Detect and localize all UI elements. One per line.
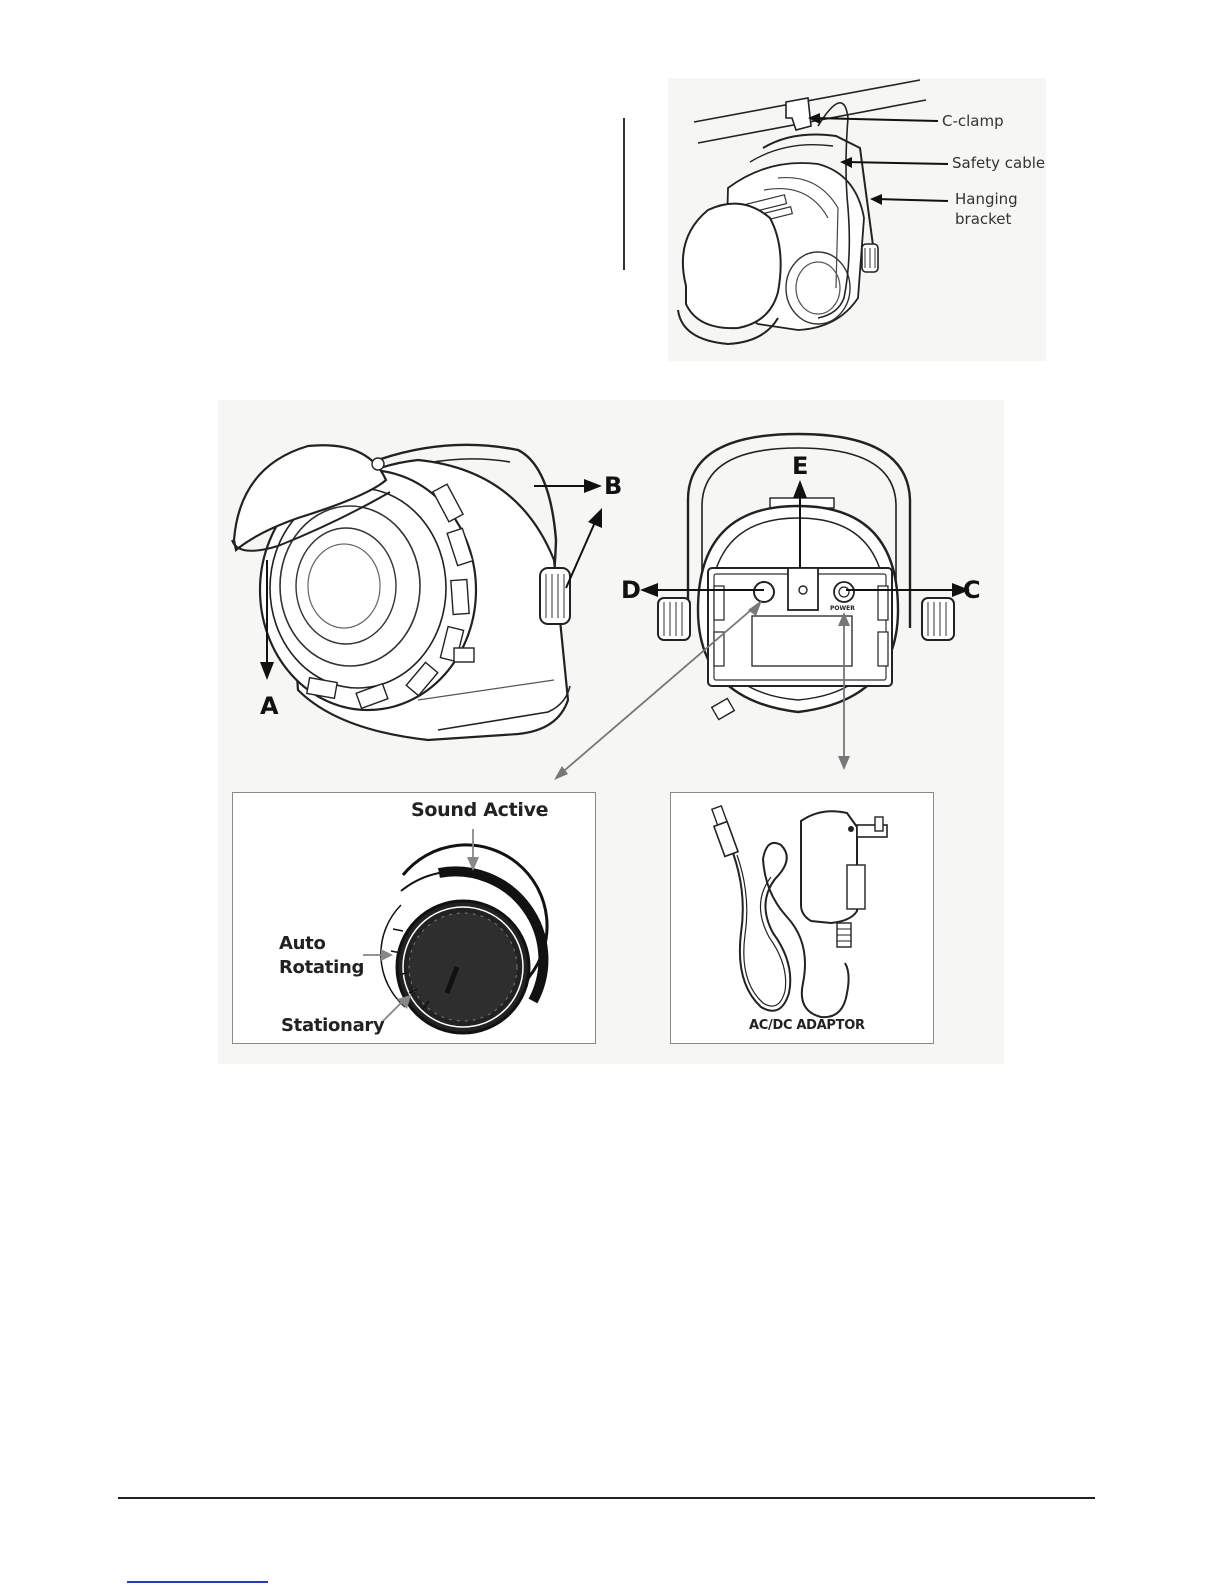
controls-figure xyxy=(218,400,1004,1064)
footer-link-underline[interactable] xyxy=(127,1581,268,1583)
auto-rotating-label-line2: Rotating xyxy=(279,957,365,978)
label-a: A xyxy=(260,692,279,720)
margin-rule xyxy=(623,118,625,270)
safety-cable-label: Safety cable xyxy=(952,154,1046,172)
mounting-figure xyxy=(668,78,1046,361)
mode-dial-illustration xyxy=(233,793,597,1045)
stationary-label: Stationary xyxy=(281,1015,385,1036)
label-e: E xyxy=(792,452,809,480)
hanging-bracket-label-line2: bracket xyxy=(955,210,1012,228)
power-jack-label: POWER xyxy=(830,605,855,612)
adaptor-inset xyxy=(670,792,934,1044)
hanging-bracket-label-line1: Hanging xyxy=(955,190,1018,208)
adaptor-illustration xyxy=(671,793,935,1045)
mode-dial-inset xyxy=(232,792,596,1044)
adaptor-caption: AC/DC ADAPTOR xyxy=(749,1018,865,1033)
auto-rotating-label-line1: Auto xyxy=(279,933,326,954)
sound-active-label: Sound Active xyxy=(411,799,549,821)
label-b: B xyxy=(604,472,623,500)
footer-rule xyxy=(118,1497,1095,1499)
label-d: D xyxy=(621,576,641,604)
label-c: C xyxy=(963,576,981,604)
c-clamp-label: C-clamp xyxy=(942,112,1004,130)
